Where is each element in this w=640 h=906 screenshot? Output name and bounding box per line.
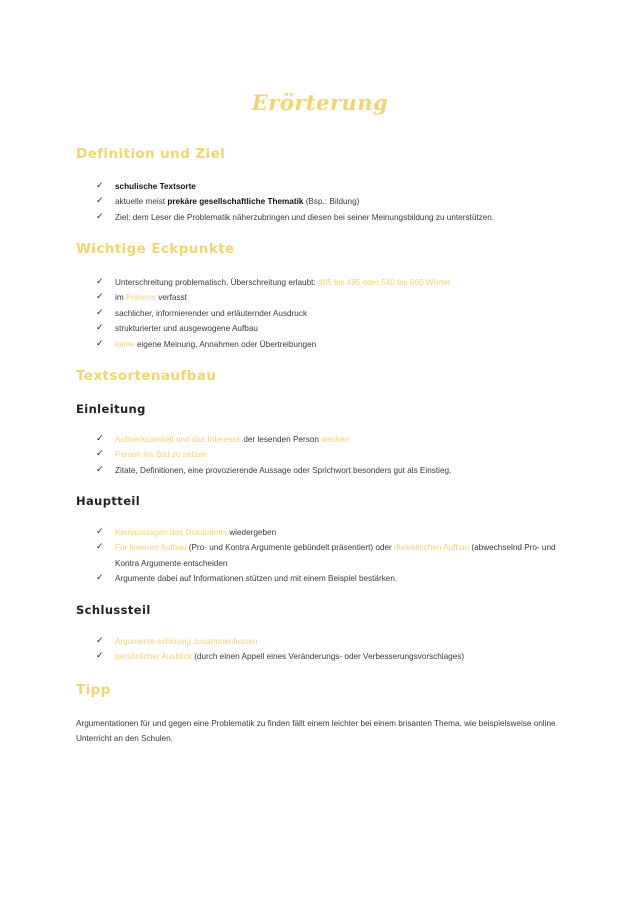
check-icon: ✓ [96, 449, 104, 460]
list-einleitung [96, 432, 556, 478]
page-title: Erörterung [251, 90, 389, 115]
check-icon: ✓ [96, 181, 104, 191]
list-item: ✓ aktuelle meist prekäre gesellschaftliche Thematik (Bsp.: Bildung) [96, 194, 556, 209]
list-item: ✓ schulische Textsorte [96, 179, 556, 194]
list-item: ✓ Person ins Bild zu setzen [96, 447, 556, 462]
list-item: ✓ sachlicher, informierender und erläuternder Ausdruck [96, 306, 556, 321]
tipp-text: Argumentationen für und gegen eine Problematik zu finden fällt einem leichter bei einem brisanten Thema, wie beispielsweise online Unterricht an den Schulen. [76, 719, 556, 744]
check-icon: ✓ [96, 464, 104, 475]
list-item: ✓ Unterschreitung problematisch, Überschreitung erlaubt: 405 bis 495 oder 540 bis 660 Wörter [96, 275, 556, 290]
list-item: ✓ Ziel: dem Leser die Problematik näherzubringen und diesen bei seiner Meinungsbildung zu unterstützen. [96, 210, 556, 225]
list-item: ✓ Kernaussagen des Dokuments wiedergeben [96, 525, 556, 540]
list-item: ✓ strukturierter und ausgewogene Aufbau [96, 321, 556, 336]
list-item: ✓ Für linearen Aufbau (Pro- und Kontra Argumente gebündelt präsentiert) oder dialektischen Aufbau (abwechselnd Pro- und Kontra Argumente entscheiden [96, 542, 556, 568]
heading-tipp: Tipp [76, 682, 111, 698]
list-item: ✓ persönlicher Ausblick (durch einen Appell eines Veränderungs- oder Verbesserungsvorschlages) [96, 649, 556, 664]
heading-definition: Definition und Ziel [76, 146, 226, 162]
list-item: ✓ im Präsens verfasst [96, 290, 556, 305]
list-hauptteil [96, 525, 556, 587]
check-icon: ✓ [96, 527, 104, 537]
heading-einleitung: Einleitung [76, 402, 146, 416]
check-icon: ✓ [96, 307, 104, 318]
check-icon: ✓ [96, 211, 104, 222]
list-item: ✓ Zitate, Definitionen, eine provozierende Aussage oder Sprichwort besonders gut als Einstieg. [96, 463, 556, 478]
list-definition [96, 179, 556, 225]
check-icon: ✓ [96, 542, 104, 553]
check-icon: ✓ [96, 573, 104, 584]
list-item: ✓ Argumente schlüssig zusammenfassen [96, 634, 556, 649]
check-icon: ✓ [96, 651, 104, 662]
check-icon: ✓ [96, 323, 104, 334]
heading-eckpunkte: Wichtige Eckpunkte [76, 241, 235, 257]
check-icon: ✓ [96, 277, 104, 287]
heading-aufbau: Textsortenaufbau [76, 368, 217, 384]
check-icon: ✓ [96, 434, 104, 444]
heading-schlussteil: Schlussteil [76, 603, 151, 617]
check-icon: ✓ [96, 338, 104, 349]
list-item: ✓ Argumente dabei auf Informationen stützen und mit einem Beispiel bestärken. [96, 571, 556, 586]
check-icon: ✓ [96, 636, 104, 646]
heading-hauptteil: Hauptteil [76, 494, 141, 508]
list-item: ✓ keine eigene Meinung, Annahmen oder Übertreibungen [96, 337, 556, 352]
list-eckpunkte [96, 275, 556, 352]
check-icon: ✓ [96, 292, 104, 303]
check-icon: ✓ [96, 196, 104, 207]
list-schlussteil [96, 634, 556, 665]
list-item: ✓ Aufmerksamkeit und das Interesse der lesenden Person wecken [96, 432, 556, 447]
